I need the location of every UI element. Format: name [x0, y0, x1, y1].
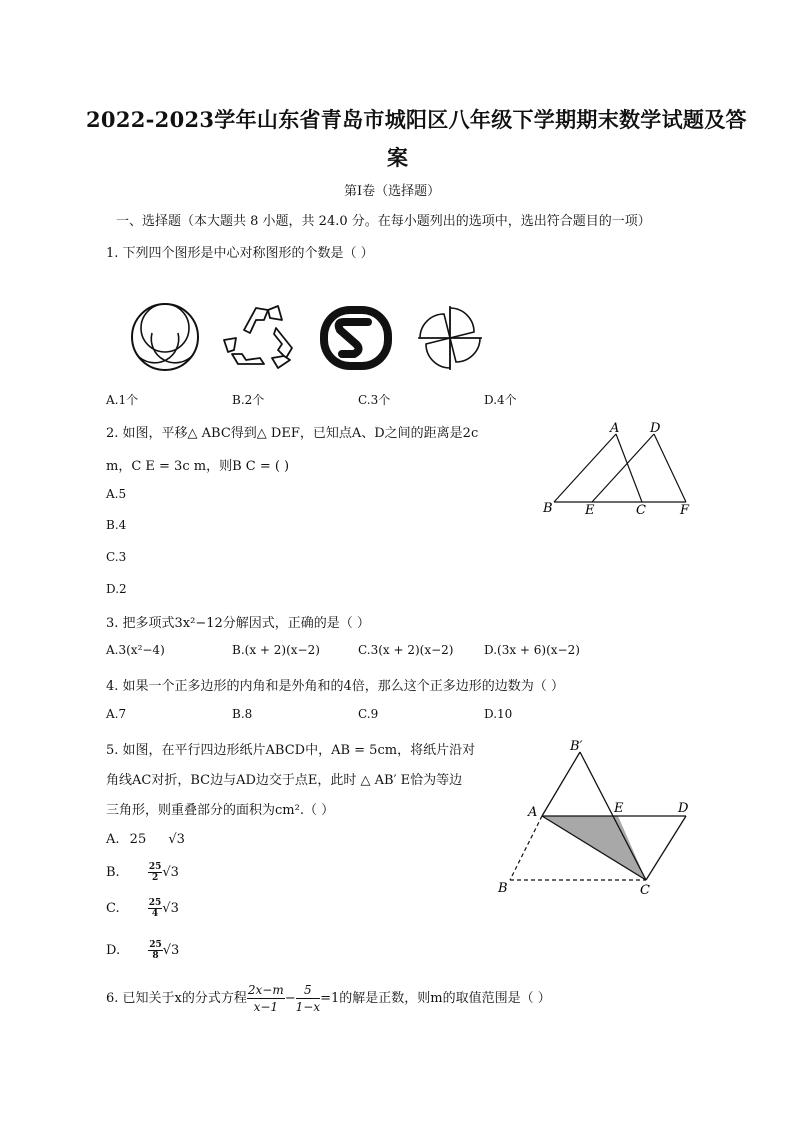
q4-text: 4. 如果一个正多边形的内角和是外角和的4倍，那么这个正多边形的边数为（ ）: [106, 679, 564, 694]
q1-text: 1. 下列四个图形是中心对称图形的个数是（ ）: [106, 246, 374, 261]
q1-option-d: D.4个: [484, 393, 517, 407]
q2-label-b: B: [543, 501, 553, 516]
q5-option-d-sqrt: √3: [162, 943, 180, 958]
q5-option-d-letter: D.: [106, 943, 121, 958]
q3-text: 3. 把多项式3x²−12分解因式，正确的是（ ）: [106, 616, 370, 631]
q2-text-line2: m，C E = 3c m，则B C = ( ): [106, 459, 290, 474]
part-header: 一、选择题（本大题共 8 小题，共 24.0 分。在每小题列出的选项中，选出符合题目的一项）: [116, 214, 651, 229]
q5-text-line2: 角线AC对折，BC边与AD边交于点E，此时 △ AB′ E恰为等边: [106, 773, 463, 788]
q5-text-line1: 5. 如图，在平行四边形纸片ABCD中，AB = 5cm，将纸片沿对: [106, 743, 476, 758]
q2-label-d: D: [650, 421, 661, 436]
q5-option-b-fraction: $\frac{25}{2}$: [148, 862, 162, 883]
q1-option-a: A.1个: [106, 393, 139, 407]
q5-parallelogram-figure: [496, 736, 696, 902]
q2-translation-figure: [540, 420, 700, 520]
q3-option-d: D.(3x + 6)(x−2): [484, 643, 580, 657]
q2-label-e: E: [585, 503, 595, 518]
q5-option-a: [106, 832, 185, 847]
q2-option-c: C.3: [106, 550, 127, 564]
q5-label-c: C: [640, 883, 650, 898]
q3-option-a: A.3(x²−4): [106, 643, 165, 657]
q4-option-a: A.7: [106, 707, 127, 721]
q2-option-d: D.2: [106, 582, 127, 596]
q4-option-b: B.8: [232, 707, 253, 721]
q3-option-b: B.(x + 2)(x−2): [232, 643, 320, 657]
q6-prefix: 6. 已知关于x的分式方程: [106, 991, 247, 1006]
q5-option-d: [106, 940, 179, 961]
q6-minus: −: [284, 991, 296, 1006]
q2-label-a: A: [610, 421, 620, 436]
q5-label-b-prime: B′: [570, 739, 583, 754]
q5-option-c: [106, 898, 179, 919]
q2-option-b: B.4: [106, 518, 127, 532]
q1-option-c: C.3个: [358, 393, 391, 407]
recycle-figure: [220, 302, 298, 374]
q6-fraction-2: $\frac{5}{1-x}$: [295, 983, 321, 1014]
q2-text-line1: 2. 如图，平移△ ABC得到△ DEF，已知点A、D之间的距离是2c: [106, 426, 479, 441]
q5-option-c-sqrt: √3: [162, 901, 179, 916]
q5-option-a-letter: A.: [106, 832, 120, 847]
page-title-line2: 案: [387, 145, 409, 170]
q4-option-c: C.9: [358, 707, 379, 721]
q5-label-d: D: [678, 801, 689, 816]
page-title-line1: 2022-2023学年山东省青岛市城阳区八年级下学期期末数学试题及答: [86, 107, 747, 132]
section-heading: 第Ⅰ卷（选择题）: [344, 184, 441, 199]
q5-option-a-sqrt: √3: [168, 832, 185, 847]
q6-suffix: =1的解是正数，则m的取值范围是（ ）: [320, 991, 551, 1006]
q2-label-c: C: [636, 503, 646, 518]
q5-label-a: A: [528, 805, 538, 820]
q4-option-d: D.10: [484, 707, 513, 721]
q5-option-c-fraction: $\frac{25}{4}$: [148, 898, 162, 919]
q5-label-b: B: [498, 881, 508, 896]
q5-label-e: E: [614, 801, 624, 816]
s-logo-figure: [318, 304, 394, 372]
q6-fraction-1: $\frac{2x-m}{x-1}$: [247, 983, 284, 1014]
q5-option-b-letter: B.: [106, 865, 120, 880]
q5-option-d-fraction: $\frac{25}{8}$: [149, 940, 162, 961]
q5-option-c-letter: C.: [106, 901, 120, 916]
q2-label-f: F: [680, 503, 690, 518]
q3-option-c: C.3(x + 2)(x−2): [358, 643, 454, 657]
q5-option-b-sqrt: √3: [162, 865, 179, 880]
q5-option-b: [106, 862, 179, 883]
q6-text: [106, 982, 551, 1015]
q2-option-a: A.5: [106, 487, 127, 501]
q1-option-b: B.2个: [232, 393, 265, 407]
circle-arcs-figure: [128, 300, 202, 374]
q5-text-line3: 三角形，则重叠部分的面积为cm².（ ）: [106, 803, 335, 818]
q5-option-a-value: 25: [129, 832, 147, 847]
pinwheel-figure: [416, 304, 484, 372]
